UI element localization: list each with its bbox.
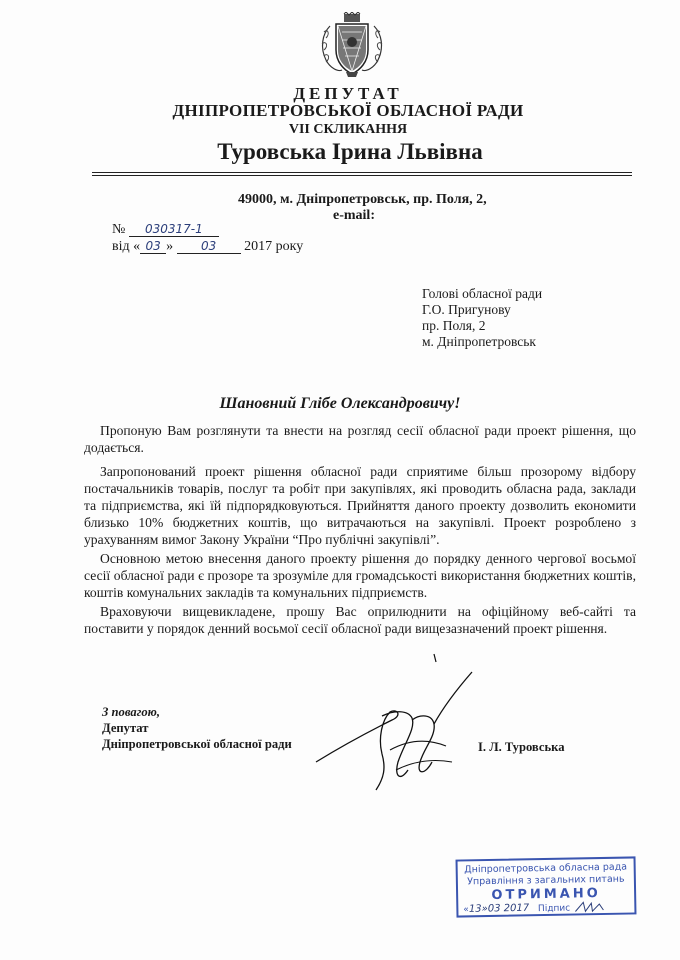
registration-date — [112, 239, 303, 255]
signature-council: Дніпропетровської обласної ради — [102, 737, 292, 751]
salutation: Шановний Глібе Олександровичу! — [219, 395, 461, 412]
letterhead-divider — [92, 172, 632, 173]
stamp-received: ОТРИМАНО — [491, 886, 601, 903]
stamp-sign-label: Підпис — [537, 903, 571, 914]
stamp-signature-scribble — [573, 901, 607, 914]
recipient-line-4: м. Дніпропетровськ — [422, 334, 536, 349]
registration-number — [112, 222, 219, 238]
stamp-organization: Дніпропетровська обласна рада — [464, 861, 628, 876]
signature-name: І. Л. Туровська — [478, 740, 565, 754]
date-mid: » — [166, 239, 174, 254]
letterhead-council: ДНІПРОПЕТРОВСЬКОЇ ОБЛАСНОЇ РАДИ — [172, 101, 524, 120]
date-day: 03 — [140, 239, 166, 254]
coat-of-arms-icon — [316, 12, 388, 78]
sender-email-label: e-mail: — [333, 208, 375, 223]
body-paragraph-2: Запропонований проект рішення обласної ради сприятиме більш прозорому відбору постачальників товарів, послуг та робіт при закупівлях, які проводить обласна рада, заклади та підприємства, які їй підпорядковуються. Прийняття даного проекту дозволить економити близько 10% бюджетних коштів, що витрачаються на закупівлі. Проект розроблено з урахуванням вимог Закону України “Про публічні закупівлі”. — [84, 464, 636, 547]
handwritten-signature — [312, 650, 482, 800]
stamp-department: Управління з загальних питань — [467, 873, 625, 888]
letter-body — [84, 422, 636, 637]
body-paragraph-3: Основною метою внесення даного проекту рішення до порядку денного чергової восьмої сесії обласної ради є прозоре та зрозуміле для громадськості використання бюджетних коштів, коштів комунальних закладів та комунальних підприємств. — [84, 551, 636, 600]
body-paragraph-1: Пропоную Вам розглянути та внести на розгляд сесії обласної ради проект рішення, що додається. — [84, 423, 636, 455]
letterhead-divider-thin — [92, 175, 632, 176]
letterhead-title: ДЕПУТАТ — [293, 84, 403, 103]
stamp-date-value: 13»03 2017 — [468, 902, 530, 915]
letterhead-name: Туровська Ірина Львівна — [217, 139, 483, 164]
registration-number-label: № — [112, 222, 126, 237]
date-prefix: від « — [112, 239, 141, 254]
letterhead-convocation: VII СКЛИКАННЯ — [288, 122, 408, 137]
body-paragraph-4: Враховуючи вищевикладене, прошу Вас оприлюднити на офіційному веб-сайті та поставити у порядок денний восьмої сесії обласної ради вищезазначений проект рішення. — [84, 604, 636, 636]
recipient-line-3: пр. Поля, 2 — [422, 318, 486, 333]
received-stamp — [456, 856, 637, 917]
recipient-line-2: Г.О. Пригунову — [422, 302, 511, 317]
recipient-line-1: Голові обласної ради — [422, 286, 543, 301]
signature-regards: З повагою, — [102, 705, 160, 719]
date-year: 2017 року — [244, 239, 304, 254]
date-month: 03 — [177, 239, 241, 254]
stamp-date-row — [463, 901, 607, 916]
stamp-date-prefix: « — [463, 904, 469, 915]
signature-title: Депутат — [102, 721, 149, 735]
registration-number-value: 030317-1 — [129, 222, 219, 237]
sender-address: 49000, м. Дніпропетровськ, пр. Поля, 2, — [238, 192, 487, 207]
